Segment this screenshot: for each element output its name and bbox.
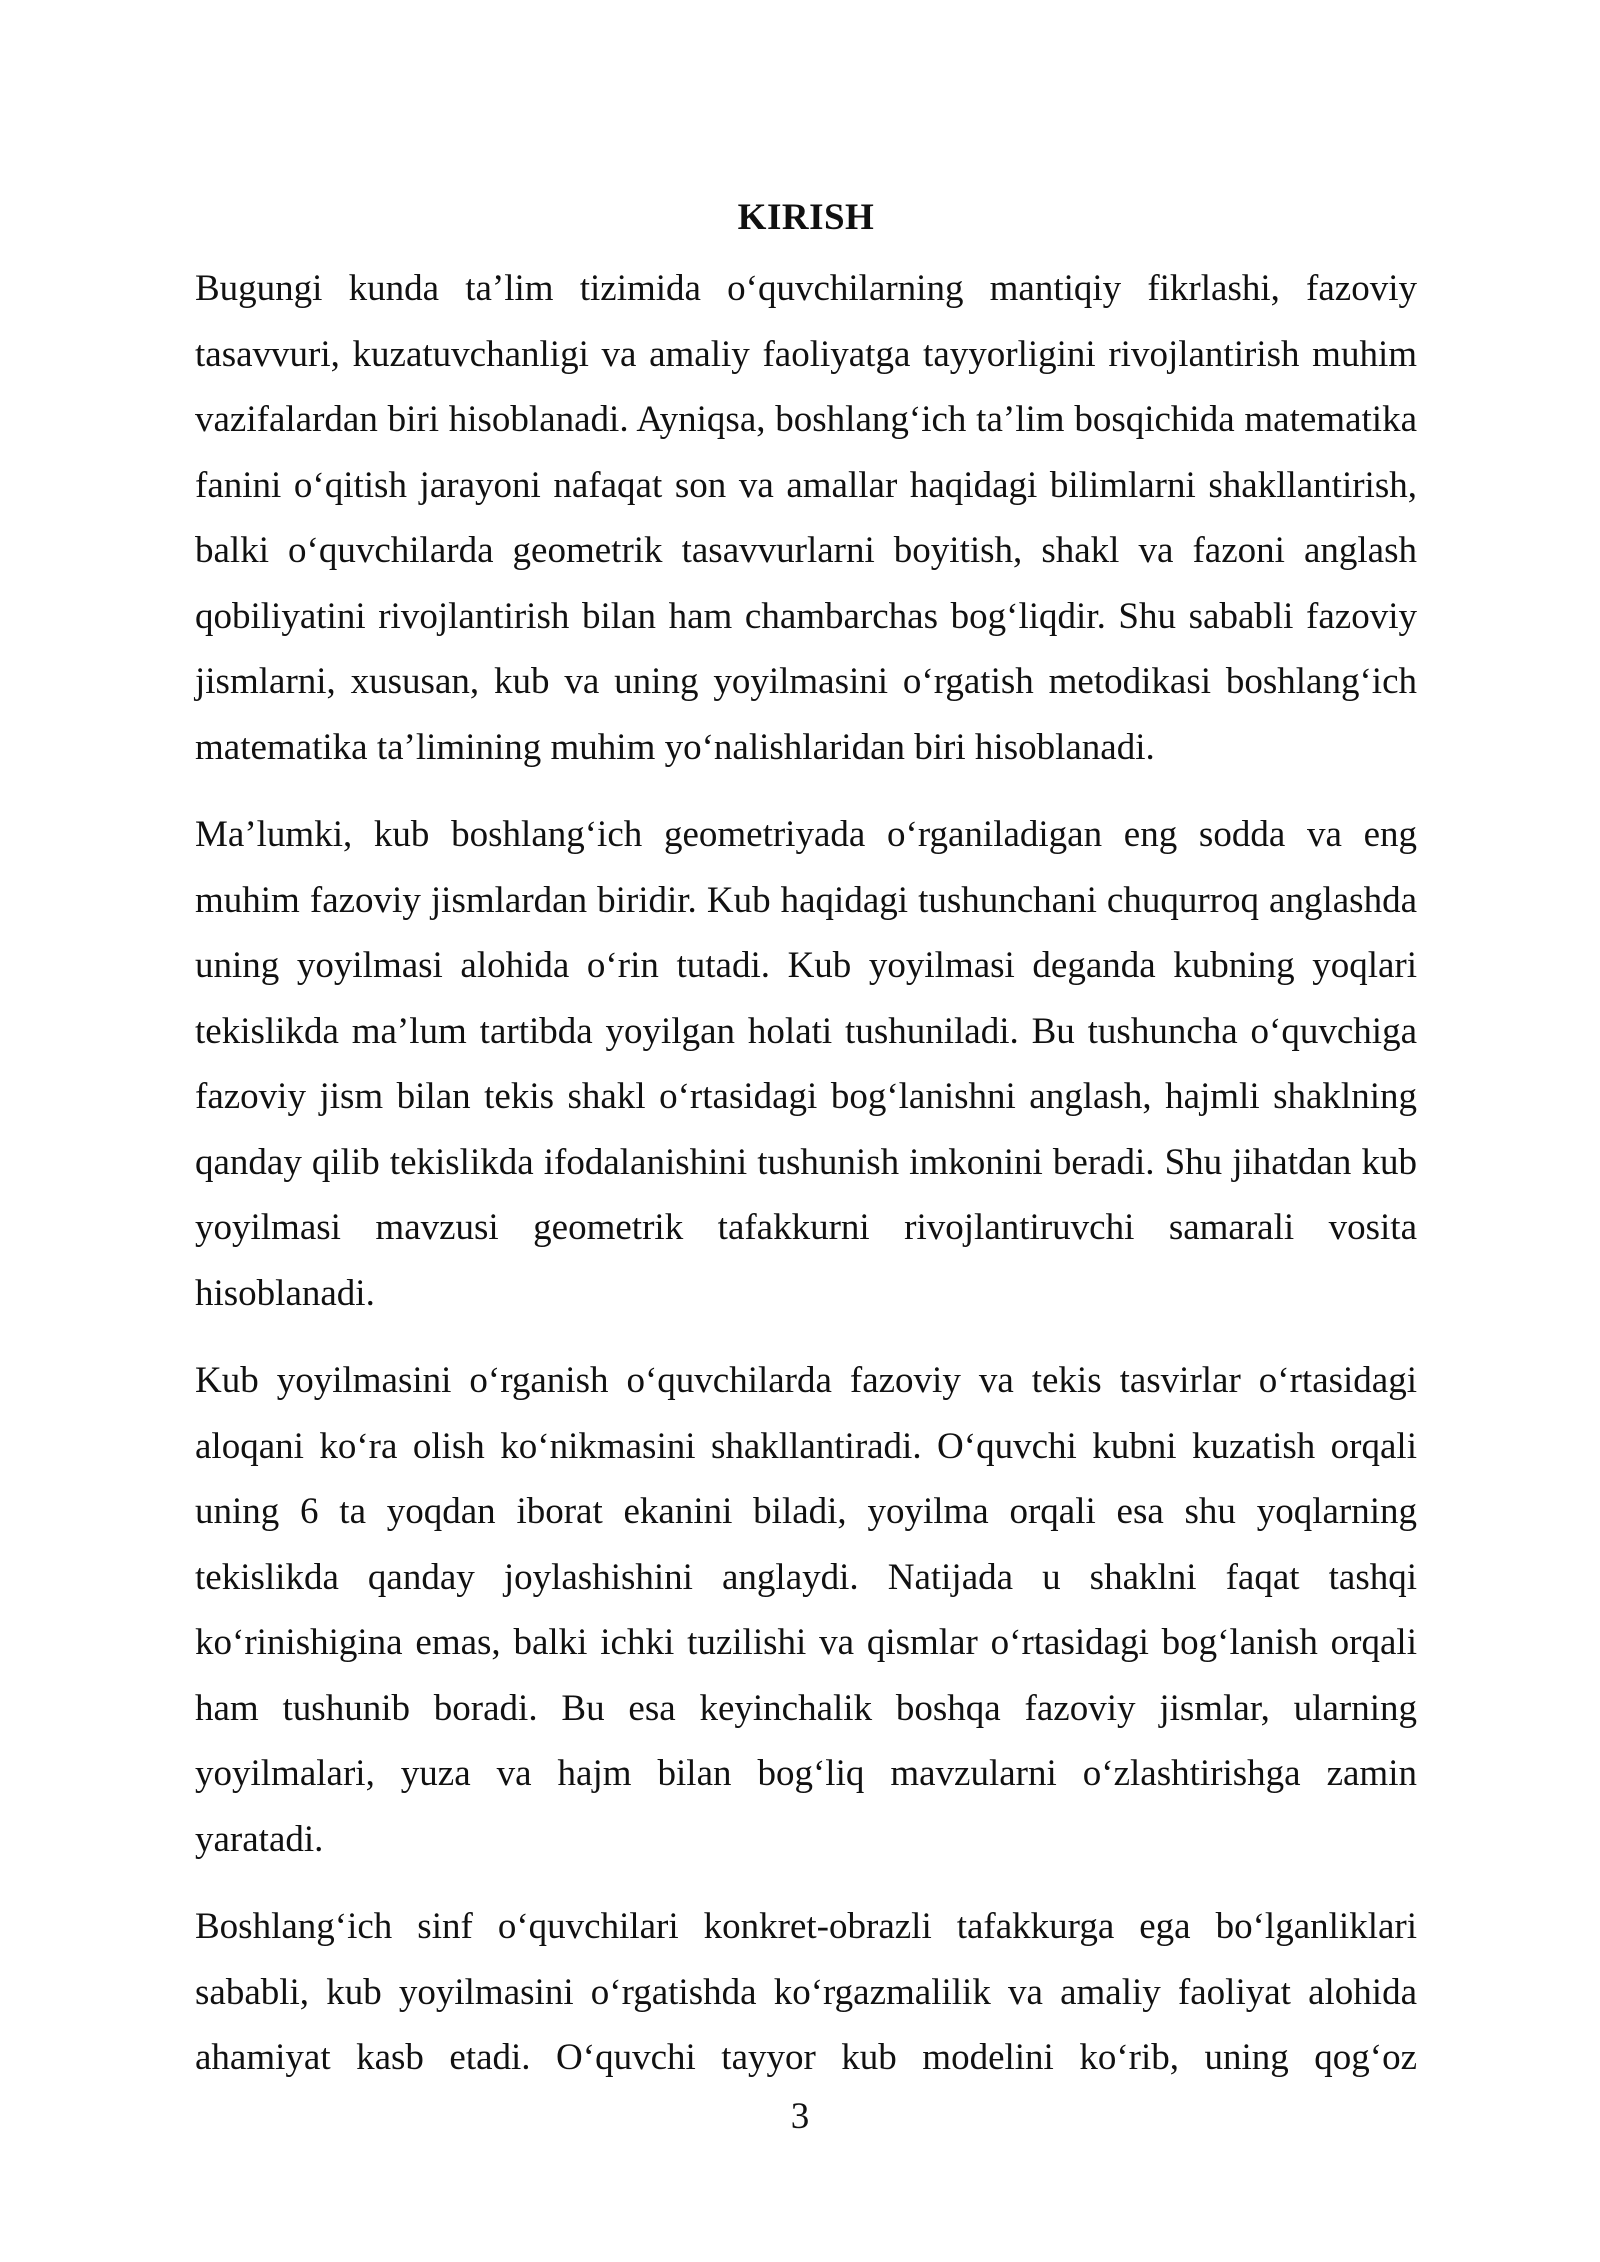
paragraph-4: Boshlang‘ich sinf o‘quvchilari konkret-obrazli tafakkurga ega bo‘lganliklari sababli, kub yoyilmasini o‘rgatishda ko‘rgazmalilik va amaliy faoliyat alohida ahamiyat kasb etadi. O‘quvchi tayyor kub modelini ko‘rib, uning qog‘oz: [195, 1906, 1417, 2078]
page-content: [195, 190, 1417, 2091]
section-title: KIRISH: [737, 197, 875, 238]
paragraph-2: Ma’lumki, kub boshlang‘ich geometriyada o‘rganiladigan eng sodda va eng muhim fazoviy jismlardan biridir. Kub haqidagi tushunchani chuqurroq anglashda uning yoyilmasi alohida o‘rin tutadi. Kub yoyilmasi deganda kubning yoqlari tekislikda ma’lum tartibda yoyilgan holati tushuniladi. Bu tushuncha o‘quvchiga fazoviy jism bilan tekis shakl o‘rtasidagi bog‘lanishni anglash, hajmli shaklning qanday qilib tekislikda ifodalanishini tushunish imkonini beradi. Shu jihatdan kub yoyilmasi mavzusi geometrik tafakkurni rivojlantiruvchi samarali vosita hisoblanadi.: [195, 814, 1417, 1314]
page-number: 3: [790, 2096, 810, 2137]
paragraph-1: Bugungi kunda ta’lim tizimida o‘quvchilarning mantiqiy fikrlashi, fazoviy tasavvuri, kuzatuvchanligi va amaliy faoliyatga tayyorligini rivojlantirish muhim vazifalardan biri hisoblanadi. Ayniqsa, boshlang‘ich ta’lim bosqichida matematika fanini o‘qitish jarayoni nafaqat son va amallar haqidagi bilimlarni shakllantirish, balki o‘quvchilarda geometrik tasavvurlarni boyitish, shakl va fazoni anglash qobiliyatini rivojlantirish bilan ham chambarchas bog‘liqdir. Shu sababli fazoviy jismlarni, xususan, kub va uning yoyilmasini o‘rgatish metodikasi boshlang‘ich matematika ta’limining muhim yo‘nalishlaridan biri hisoblanadi.: [195, 268, 1417, 768]
paragraph-3: Kub yoyilmasini o‘rganish o‘quvchilarda fazoviy va tekis tasvirlar o‘rtasidagi aloqani ko‘ra olish ko‘nikmasini shakllantiradi. O‘quvchi kubni kuzatish orqali uning 6 ta yoqdan iborat ekanini biladi, yoyilma orqali esa shu yoqlarning tekislikda qanday joylashishini anglaydi. Natijada u shaklni faqat tashqi ko‘rinishigina emas, balki ichki tuzilishi va qismlar o‘rtasidagi bog‘lanish orqali ham tushunib boradi. Bu esa keyinchalik boshqa fazoviy jismlar, ularning yoyilmalari, yuza va hajm bilan bog‘liq mavzularni o‘zlashtirishga zamin yaratadi.: [195, 1360, 1417, 1860]
